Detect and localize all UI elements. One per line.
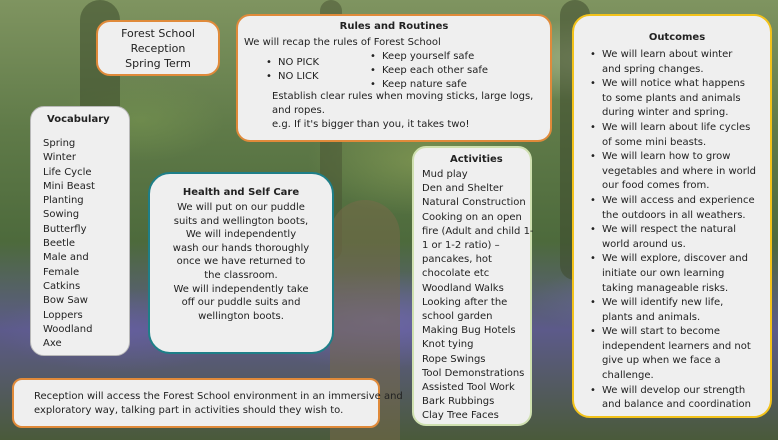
rules-heading: Rules and Routines bbox=[339, 21, 449, 32]
health-heading: Health and Self Care bbox=[182, 187, 300, 198]
outcome-line: • We will learn about winter bbox=[602, 49, 733, 60]
vocabulary-heading: Vocabulary bbox=[47, 114, 110, 125]
list-item: • NO LICK bbox=[264, 70, 319, 84]
outcome-item bbox=[588, 77, 766, 121]
outcome-line: • We will access and experience bbox=[602, 194, 755, 206]
rules-lists bbox=[244, 50, 544, 92]
outcome-line: • We will learn about life cycles bbox=[602, 121, 751, 133]
outcome-line: • We will learn how to grow bbox=[602, 151, 731, 163]
outcome-line: plants and animals. bbox=[602, 311, 701, 323]
list-item: Rope Swings bbox=[422, 353, 486, 365]
outcome-line: our food comes from. bbox=[602, 180, 710, 192]
outcomes-heading: Outcomes bbox=[648, 32, 706, 43]
list-item: Winter bbox=[43, 152, 76, 164]
title-line: Spring Term bbox=[125, 57, 191, 70]
list-item: Bow Saw bbox=[43, 295, 88, 307]
health-lines bbox=[154, 201, 328, 323]
vocabulary-list bbox=[43, 137, 129, 351]
list-item: Female bbox=[43, 266, 80, 278]
activities-list bbox=[422, 168, 534, 424]
list-item: Planting bbox=[43, 195, 84, 207]
outcome-line: initiate our own learning bbox=[602, 267, 725, 279]
outcome-item bbox=[588, 252, 766, 296]
list-item: Catkins bbox=[43, 280, 81, 292]
title-line: Reception bbox=[130, 42, 186, 55]
outcome-item bbox=[588, 194, 766, 223]
list-item: • NO PICK bbox=[264, 56, 319, 70]
list-item: Knot tying bbox=[422, 339, 474, 351]
reception-line: Reception will access the Forest School environment in an immersive and bbox=[34, 391, 403, 402]
outcome-line: of some mini beasts. bbox=[602, 136, 707, 148]
list-item: pancakes, hot bbox=[422, 254, 492, 266]
list-item: Clay Tree Faces bbox=[422, 410, 499, 422]
outcome-line: • We will notice what happens bbox=[602, 78, 745, 90]
outcome-line: and spring changes. bbox=[602, 63, 704, 75]
outcome-item bbox=[588, 223, 766, 252]
list-item: Butterfly bbox=[43, 223, 87, 235]
list-item: once we have returned to bbox=[176, 256, 306, 268]
list-item: Mini Beast bbox=[43, 180, 95, 192]
outcome-line: during winter and spring. bbox=[602, 107, 729, 119]
list-item: We will independently bbox=[185, 229, 297, 241]
outcome-line: and balance and coordination bbox=[602, 399, 751, 411]
list-item: Bark Rubbings bbox=[422, 396, 495, 408]
list-item: Natural Construction bbox=[422, 197, 526, 209]
list-item: Woodland Walks bbox=[422, 282, 504, 294]
list-item: Loppers bbox=[43, 309, 83, 321]
outcome-line: • We will respect the natural bbox=[602, 224, 737, 236]
list-item: fire (Adult and child 1- bbox=[422, 225, 534, 237]
rules-intro: We will recap the rules of Forest School bbox=[244, 37, 441, 48]
list-item: Looking after the bbox=[422, 296, 508, 308]
list-item: Life Cycle bbox=[43, 166, 92, 178]
outcome-line: world around us. bbox=[602, 238, 686, 250]
list-item: Den and Shelter bbox=[422, 183, 504, 195]
reception-line: exploratory way, talking part in activities should they wish to. bbox=[34, 405, 344, 416]
rules-panel bbox=[236, 14, 552, 142]
outcomes-list bbox=[588, 48, 766, 413]
list-item: suits and wellington boots, bbox=[173, 215, 309, 227]
list-item: • Keep nature safe bbox=[368, 78, 488, 92]
list-item: Cooking on an open bbox=[422, 211, 522, 223]
rules-clear: Establish clear rules when moving sticks, large logs, and ropes. bbox=[272, 91, 534, 116]
outcome-item bbox=[588, 384, 766, 413]
list-item: Woodland bbox=[43, 323, 93, 335]
outcome-line: give up when we face a bbox=[602, 355, 721, 367]
list-item: • Keep each other safe bbox=[368, 64, 488, 78]
list-item: Spring bbox=[43, 138, 76, 149]
outcome-line: taking manageable risks. bbox=[602, 282, 729, 294]
title-box bbox=[96, 20, 220, 76]
outcome-line: • We will develop our strength bbox=[602, 384, 746, 396]
rules-left-list bbox=[264, 56, 319, 84]
activities-heading: Activities bbox=[450, 154, 503, 165]
outcome-line: to some plants and animals bbox=[602, 92, 741, 104]
list-item: Beetle bbox=[43, 238, 76, 250]
outcome-item bbox=[588, 325, 766, 383]
outcome-line: • We will start to become bbox=[602, 326, 721, 338]
list-item: We will put on our puddle bbox=[177, 202, 305, 213]
list-item: Mud play bbox=[422, 169, 468, 180]
list-item: the classroom. bbox=[204, 269, 278, 281]
vocabulary-panel bbox=[30, 106, 130, 356]
list-item: Assisted Tool Work bbox=[422, 382, 515, 394]
outcome-item bbox=[588, 296, 766, 325]
outcome-line: challenge. bbox=[602, 370, 654, 382]
list-item: off our puddle suits and bbox=[181, 297, 301, 309]
list-item: school garden bbox=[422, 311, 493, 323]
outcome-line: • We will explore, discover and bbox=[602, 253, 748, 265]
outcome-line: vegetables and where in world bbox=[602, 165, 756, 177]
list-item: wash our hands thoroughly bbox=[172, 242, 310, 254]
outcome-item bbox=[588, 48, 766, 77]
list-item: • Keep yourself safe bbox=[368, 50, 488, 64]
list-item: 1 or 1-2 ratio) – bbox=[422, 240, 500, 252]
outcome-line: the outdoors in all weathers. bbox=[602, 209, 746, 221]
list-item: We will independently take bbox=[173, 283, 309, 295]
list-item: chocolate etc bbox=[422, 268, 490, 280]
list-item: Male and bbox=[43, 252, 89, 264]
reception-panel bbox=[12, 378, 403, 428]
health-panel bbox=[148, 172, 334, 354]
list-item: Making Bug Hotels bbox=[422, 325, 516, 337]
outcome-item bbox=[588, 121, 766, 150]
outcome-line: • We will identify new life, bbox=[602, 297, 724, 309]
activities-panel bbox=[412, 146, 532, 426]
list-item: Tool Demonstrations bbox=[422, 367, 525, 379]
outcomes-panel bbox=[572, 14, 772, 418]
list-item: wellington boots. bbox=[198, 310, 284, 322]
rules-right-list bbox=[368, 50, 488, 92]
outcome-line: independent learners and not bbox=[602, 340, 751, 352]
rules-example: e.g. If it's bigger than you, it takes two! bbox=[272, 119, 470, 130]
title-line: Forest School bbox=[121, 27, 195, 40]
list-item: Sowing bbox=[43, 209, 80, 221]
outcome-item bbox=[588, 150, 766, 194]
list-item: Axe bbox=[43, 338, 62, 350]
